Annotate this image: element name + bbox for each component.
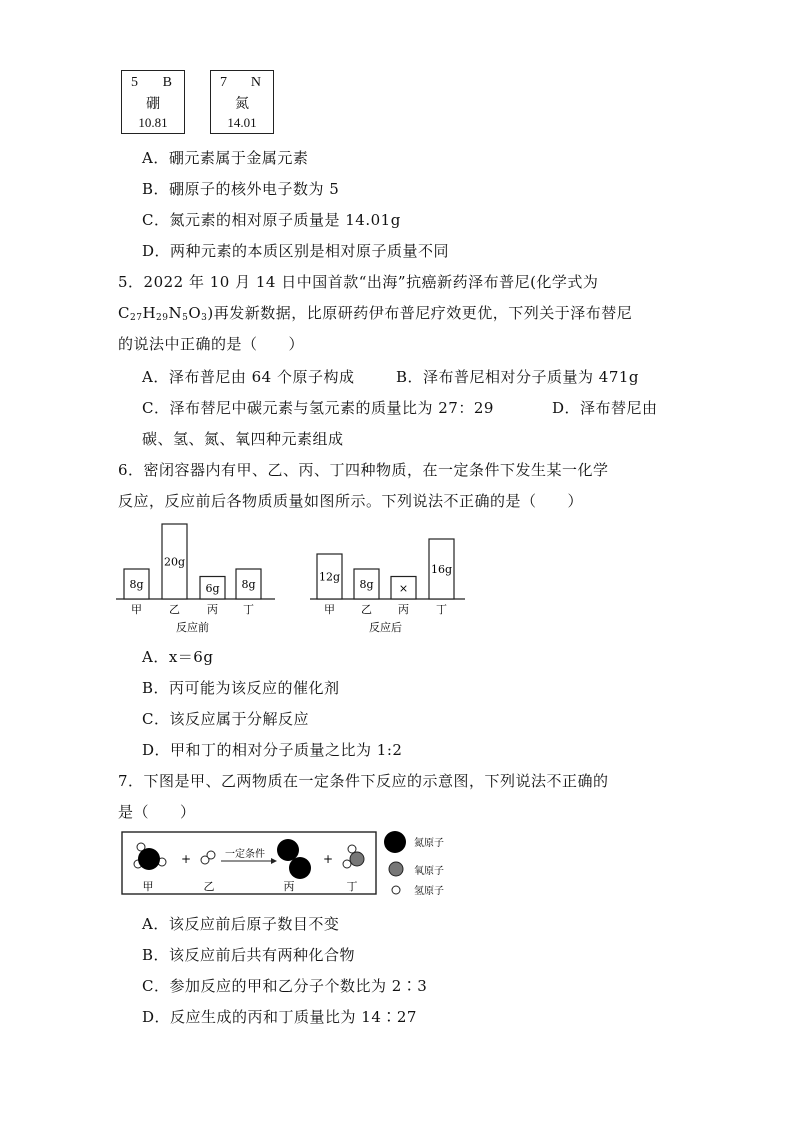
legend-oxygen-label: 氧原子 bbox=[414, 866, 444, 877]
category-label: 丙 bbox=[398, 603, 409, 616]
category-label: 乙 bbox=[169, 603, 180, 616]
label-bing: 丙 bbox=[283, 880, 295, 893]
plus-sign: + bbox=[180, 852, 192, 866]
q7-option-c: C．参加反应的甲和乙分子个数比为 2∶3 bbox=[142, 977, 428, 995]
plus-sign: + bbox=[322, 852, 334, 866]
category-label: 乙 bbox=[361, 603, 372, 616]
q5-stem-line1: 5．2022 年 10 月 14 日中国首款“出海”抗癌新药泽布普尼(化学式为 bbox=[118, 273, 599, 291]
category-label: 甲 bbox=[131, 603, 142, 616]
atomic-mass: 10.81 bbox=[138, 115, 168, 130]
molecule-bing bbox=[277, 839, 311, 879]
q4-option-c: C．氮元素的相对原子质量是 14.01g bbox=[142, 211, 401, 229]
chart-title: 反应后 bbox=[369, 621, 402, 634]
q7-stem-line2: 是（ ） bbox=[118, 803, 196, 821]
bar-value-label: 16g bbox=[430, 563, 453, 576]
molecule-yi bbox=[201, 851, 215, 864]
element-name: 氮 bbox=[235, 97, 249, 112]
q6-stem-line2: 反应，反应前后各物质质量如图所示。下列说法不正确的是（ ） bbox=[118, 492, 584, 510]
mass-bar-charts bbox=[110, 515, 490, 640]
legend-hydrogen-label: 氢原子 bbox=[414, 886, 444, 897]
bar-value-label: 8g bbox=[129, 578, 144, 591]
atomic-mass: 14.01 bbox=[227, 115, 257, 130]
bar-value-label: 6g bbox=[205, 581, 220, 595]
q5-stem-line3: 的说法中正确的是（ ） bbox=[118, 335, 305, 353]
chart-title: 反应前 bbox=[176, 621, 209, 634]
q6-option-b: B．丙可能为该反应的催化剂 bbox=[142, 679, 340, 697]
molecule-ding bbox=[343, 845, 364, 868]
q6-stem-line1: 6．密闭容器内有甲、乙、丙、丁四种物质，在一定条件下发生某一化学 bbox=[118, 461, 609, 479]
bar-chart-before bbox=[116, 524, 275, 634]
q5-option-d: D．泽布替尼由 bbox=[552, 399, 658, 417]
q6-option-a: A．x＝6g bbox=[142, 648, 214, 666]
q5-option-a: A．泽布普尼由 64 个原子构成 bbox=[142, 368, 355, 386]
reaction-diagram bbox=[118, 828, 458, 900]
category-label: 甲 bbox=[324, 603, 335, 616]
legend-nitrogen-label: 氮原子 bbox=[414, 838, 444, 849]
q4-option-b: B．硼原子的核外电子数为 5 bbox=[142, 180, 340, 198]
legend-oxygen-icon bbox=[389, 862, 403, 876]
element-card-boron bbox=[121, 70, 185, 134]
element-symbol: B bbox=[162, 75, 172, 90]
atomic-number: 5 bbox=[131, 75, 138, 90]
q6-option-c: C．该反应属于分解反应 bbox=[142, 710, 309, 728]
diagram-legend bbox=[384, 831, 444, 897]
label-yi: 乙 bbox=[203, 880, 215, 893]
molecule-jia bbox=[134, 843, 166, 870]
bar-value-label: 20g bbox=[163, 555, 186, 569]
q4-option-a: A．硼元素属于金属元素 bbox=[142, 149, 309, 167]
q7-option-b: B．该反应前后共有两种化合物 bbox=[142, 946, 356, 964]
q6-option-d: D．甲和丁的相对分子质量之比为 1:2 bbox=[142, 741, 403, 759]
q5-option-c: C．泽布替尼中碳元素与氢元素的质量比为 27：29 bbox=[142, 399, 494, 417]
element-card-nitrogen bbox=[210, 70, 274, 134]
legend-hydrogen-icon bbox=[392, 886, 400, 894]
q5-stem-line2: $C_{27}H_{29}N_5O_3$)再发新数据，比原研药伊布普尼疗效更优，下列关于泽布替尼 bbox=[118, 304, 633, 323]
bar-value-label: 12g bbox=[318, 570, 341, 584]
category-label: 丁 bbox=[243, 603, 254, 616]
reaction-condition: 一定条件 bbox=[225, 849, 265, 860]
q5-option-b: B．泽布普尼相对分子质量为 471g bbox=[396, 368, 640, 386]
atomic-number: 7 bbox=[220, 75, 227, 90]
category-label: 丁 bbox=[436, 603, 447, 616]
arrow-head bbox=[271, 858, 277, 864]
chemical-formula: $C_{27}H_{29}N_5O_3$ bbox=[118, 304, 208, 323]
q7-option-d: D．反应生成的丙和丁质量比为 14∶27 bbox=[142, 1008, 417, 1026]
element-symbol: N bbox=[250, 75, 261, 90]
legend-nitrogen-icon bbox=[384, 831, 406, 853]
bar-value-label: × bbox=[398, 581, 409, 595]
q7-stem-line1: 7．下图是甲、乙两物质在一定条件下反应的示意图，下列说法不正确的 bbox=[118, 772, 609, 790]
bar-value-label: 8g bbox=[241, 578, 256, 591]
category-label: 丙 bbox=[207, 603, 218, 616]
label-jia: 甲 bbox=[142, 880, 154, 893]
element-name: 硼 bbox=[146, 97, 160, 112]
q7-option-a: A．该反应前后原子数目不变 bbox=[142, 915, 340, 933]
label-ding: 丁 bbox=[346, 880, 358, 893]
bar-chart-after bbox=[310, 539, 465, 634]
q5-option-d-continued: 碳、氢、氮、氧四种元素组成 bbox=[142, 430, 344, 448]
q4-option-d: D．两种元素的本质区别是相对原子质量不同 bbox=[142, 242, 450, 260]
bar-value-label: 8g bbox=[359, 578, 374, 591]
